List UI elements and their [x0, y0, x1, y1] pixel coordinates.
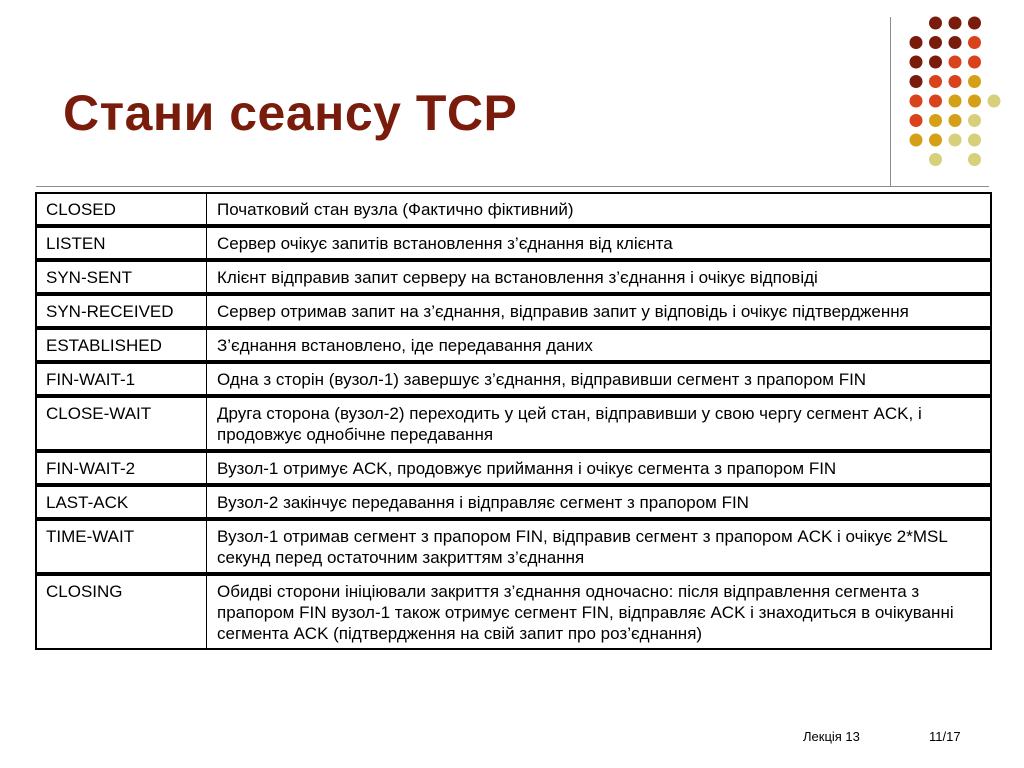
decorative-dot — [968, 75, 981, 88]
decorative-dot — [929, 36, 942, 49]
slide-title: Стани сеансу TCP — [63, 85, 518, 141]
state-name-cell: LISTEN — [36, 226, 207, 260]
decorative-dot — [929, 95, 942, 108]
decorative-dot — [929, 17, 942, 30]
decorative-dot — [910, 114, 923, 127]
decorative-dot — [929, 56, 942, 69]
table-row — [36, 193, 991, 226]
vertical-divider — [890, 17, 891, 187]
state-name-cell: CLOSE-WAIT — [36, 396, 207, 451]
decorative-dot — [968, 95, 981, 108]
state-name-cell: SYN-RECEIVED — [36, 294, 207, 328]
state-description-cell: Вузол-2 закінчує передавання і відправляє сегмент з прапором FIN — [207, 485, 992, 519]
state-description-cell: Сервер отримав запит на з’єднання, відправив запит у відповідь і очікує підтвердження — [207, 294, 992, 328]
state-name-cell: FIN-WAIT-1 — [36, 362, 207, 396]
page-number: 11/17 — [929, 729, 961, 744]
decorative-dot — [968, 153, 981, 166]
decorative-dot — [949, 17, 962, 30]
state-name-cell: CLOSED — [36, 193, 207, 226]
table-row — [36, 519, 991, 574]
state-description-cell: Початковий стан вузла (Фактично фіктивний) — [207, 193, 992, 226]
horizontal-divider — [36, 186, 989, 187]
state-description-cell: Вузол-1 отримує ACK, продовжує приймання і очікує сегмента з прапором FIN — [207, 451, 992, 485]
table-row — [36, 294, 991, 328]
state-description-cell: Одна з сторін (вузол-1) завершує з’єднання, відправивши сегмент з прапором FIN — [207, 362, 992, 396]
decorative-dot — [949, 134, 962, 147]
decorative-dot — [968, 17, 981, 30]
state-description-cell: Вузол-1 отримав сегмент з прапором FIN, відправив сегмент з прапором ACK і очікує 2*MSL секунд перед остаточним закриттям з’єднання — [207, 519, 992, 574]
decorative-dot — [968, 134, 981, 147]
table-row — [36, 362, 991, 396]
state-description-cell: Сервер очікує запитів встановлення з’єднання від клієнта — [207, 226, 992, 260]
table-row — [36, 574, 991, 649]
table-row — [36, 260, 991, 294]
state-description-cell: З’єднання встановлено, іде передавання даних — [207, 328, 992, 362]
decorative-dot — [968, 56, 981, 69]
decorative-dot — [949, 36, 962, 49]
decorative-dot — [929, 114, 942, 127]
footer-lecture-label: Лекція 13 — [803, 729, 860, 744]
table-row — [36, 226, 991, 260]
decorative-dot — [910, 95, 923, 108]
state-name-cell: ESTABLISHED — [36, 328, 207, 362]
state-name-cell: TIME-WAIT — [36, 519, 207, 574]
state-name-cell: CLOSING — [36, 574, 207, 649]
decorative-dot — [968, 114, 981, 127]
decorative-dot — [929, 153, 942, 166]
state-description-cell: Обидві сторони ініціювали закриття з’єднання одночасно: після відправлення сегмента з прапором FIN вузол-1 також отримує сегмент FIN, відправляє ACK і знаходиться в очікуванні сегмента ACK (підтвердження на свій запит про роз’єднання) — [207, 574, 992, 649]
decorative-dot — [910, 75, 923, 88]
state-description-cell: Друга сторона (вузол-2) переходить у цей стан, відправивши у свою чергу сегмент ACK, і продовжує однобічне передавання — [207, 396, 992, 451]
decorative-dots — [904, 10, 1014, 170]
state-name-cell: SYN-SENT — [36, 260, 207, 294]
table-row — [36, 396, 991, 451]
decorative-dot — [910, 56, 923, 69]
decorative-dot — [988, 95, 1001, 108]
decorative-dot — [949, 56, 962, 69]
decorative-dot — [949, 114, 962, 127]
decorative-dot — [929, 134, 942, 147]
state-name-cell: FIN-WAIT-2 — [36, 451, 207, 485]
state-description-cell: Клієнт відправив запит серверу на встановлення з’єднання і очікує відповіді — [207, 260, 992, 294]
decorative-dot — [949, 75, 962, 88]
state-name-cell: LAST-ACK — [36, 485, 207, 519]
decorative-dot — [910, 134, 923, 147]
table-row — [36, 328, 991, 362]
decorative-dot — [968, 36, 981, 49]
tcp-states-table — [35, 192, 992, 650]
table-row — [36, 485, 991, 519]
decorative-dot — [929, 75, 942, 88]
decorative-dot — [949, 95, 962, 108]
table-row — [36, 451, 991, 485]
decorative-dot — [910, 36, 923, 49]
